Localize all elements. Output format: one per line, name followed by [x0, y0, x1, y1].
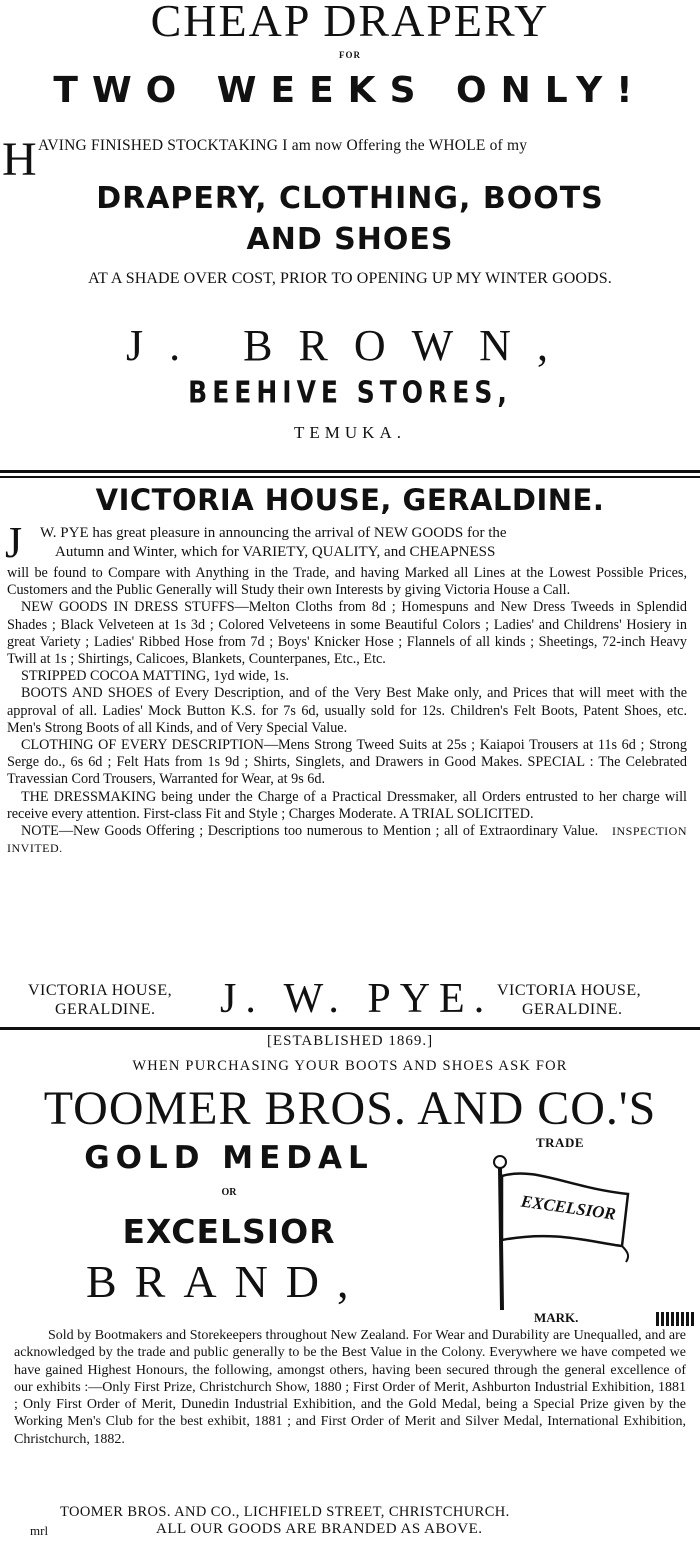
ad2-para7 [7, 823, 687, 857]
ad3-established: [ESTABLISHED 1869.] [266, 1033, 434, 1049]
ad3-mark: MARK. [534, 1310, 579, 1325]
ad1-goods-line2: AND SHOES [246, 222, 454, 257]
ad3-brand: BRAND, [86, 1256, 367, 1307]
ad1-subtitle: TWO WEEKS ONLY! [53, 70, 647, 111]
ad1-price-line: AT A SHADE OVER COST, PRIOR TO OPENING UP MY WINTER GOODS. [88, 270, 612, 287]
ad2-left-addr2: GERALDINE. [55, 1001, 156, 1018]
ad2-left-addr1: VICTORIA HOUSE, [28, 982, 173, 999]
ad1-goods-line1: DRAPERY, CLOTHING, BOOTS [96, 181, 604, 216]
registered-mark-icon [656, 1312, 694, 1326]
ad3-footer-code: mrl [30, 1523, 49, 1538]
ad2-merchant: J. W. PYE. [220, 976, 494, 1022]
ad3-address: TOOMER BROS. AND CO., LICHFIELD STREET, CHRISTCHURCH. [60, 1504, 510, 1520]
ad2-para4: BOOTS AND SHOES of Every Description, and of the Very Best Make only, and Prices that will meet with the approval of all. Ladies' Mock Button K.S. for 7s 6d, usually sold for 12s. Children's Felt Boots, Patent Shoes, etc. Men's Strong Boots of all Kinds, and of Very Special Value. [7, 685, 687, 736]
ad3-flag-word: EXCELSIOR [519, 1191, 617, 1224]
ad1-intro: AVING FINISHED STOCKTAKING I am now Offering the WHOLE of my [38, 137, 528, 154]
ad3-body: Sold by Bootmakers and Storekeepers throughout New Zealand. For Wear and Durability are Unequalled, and are acknowledged by the trade and public generally to be the Best Value in the Colony. Everywhere we have competed we have gained Highest Honours, the following, amongst others, having been secured through the general excellence of our exhibits :—Only First Prize, Christchurch Show, 1880 ; First Order of Merit, Ashburton Industrial Exhibition, 1881 ; Only First Order of Merit, Dunedin Industrial Exhibition, and the Gold Medal, being a Special Prize given by the Working Men's Club for the best exhibit, 1881 ; and First Order of Merit and Silver Medal, International Exhibition, Christchurch, 1882. [14, 1328, 686, 1447]
ad3-purchasing: WHEN PURCHASING YOUR BOOTS AND SHOES ASK FOR [132, 1058, 568, 1074]
ad3-trade: TRADE [536, 1135, 585, 1150]
ad3-excelsior: EXCELSIOR [122, 1212, 336, 1251]
ad2-para1-rest: will be found to Compare with Anything in the Trade, and having Marked all Lines at the Lowest Possible Prices, Customers and the Public Generally will Study their own Interests by giving Victoria House a Call. [7, 565, 687, 599]
ad2-para1-first: W. PYE has great pleasure in announcing the arrival of NEW GOODS for the [40, 525, 507, 541]
ad2-dropcap: J [5, 518, 23, 567]
divider [0, 476, 700, 478]
ad2-note: NOTE—New Goods Offering ; Descriptions too numerous to Mention ; all of Extraordinary Value. [21, 823, 599, 840]
ad2-inspection: INSPECTION INVITED. [7, 824, 688, 856]
divider [0, 1027, 700, 1030]
ad2-para6: THE DRESSMAKING being under the Charge of a Practical Dressmaker, all Orders entrusted to her charge will receive every attention. First-class Fit and Style ; Charges Moderate. A TRIAL SOLICITED. [7, 788, 687, 822]
ad2-para3: STRIPPED COCOA MATTING, 1yd wide, 1s. [21, 668, 290, 685]
ad1-town: TEMUKA. [294, 423, 406, 442]
ad2-body [7, 565, 687, 857]
excelsior-flag-icon [480, 1152, 640, 1312]
divider [0, 470, 700, 473]
ad3-or: OR [221, 1187, 237, 1198]
ad3-gold-medal: GOLD MEDAL [84, 1140, 374, 1176]
ad1-dropcap: H [2, 133, 37, 186]
ad3-footer: ALL OUR GOODS ARE BRANDED AS ABOVE. [156, 1521, 483, 1537]
ad3-firm: TOOMER BROS. AND CO.'S [43, 1082, 657, 1135]
ad1-merchant: J. BROWN, [126, 321, 574, 370]
ad2-para5: CLOTHING OF EVERY DESCRIPTION—Mens Strong Tweed Suits at 25s ; Kaiapoi Trousers at 11s 6d ; Strong Serge do., 6s 6d ; Felt Hats from 1s 9d ; Shirts, Singlets, and Drawers in Good Makes. SPECIAL : The Celebrated Travessian Cord Trousers, Warranted for Wear, at 9s 6d. [7, 737, 687, 788]
ad1-for: FOR [339, 50, 361, 60]
ad2-title: VICTORIA HOUSE, GERALDINE. [95, 483, 605, 517]
ad2-para1-second: Autumn and Winter, which for VARIETY, QUALITY, and CHEAPNESS [55, 544, 496, 560]
ad1-title: CHEAP DRAPERY [150, 0, 550, 46]
ad2-right-addr1: VICTORIA HOUSE, [497, 982, 642, 999]
ad2-right-addr2: GERALDINE. [522, 1001, 623, 1018]
ad2-para2: NEW GOODS IN DRESS STUFFS—Melton Cloths from 8d ; Homespuns and New Dress Tweeds in Splendid Shades ; Black Velveteen at 1s 3d ; Colored Velveteens in some Beautiful Colors ; Ladies' and Childrens' Hosiery in great Variety ; Ladies' Ribbed Hose from 7d ; Boys' Knicker Hose ; Flannels of all kinds ; Sheetings, 72-inch Heavy Twill at 1s ; Shirtings, Calicoes, Blankets, Counterpanes, Etc., Etc. [7, 599, 687, 668]
ad1-store: BEEHIVE STORES, [188, 375, 512, 410]
